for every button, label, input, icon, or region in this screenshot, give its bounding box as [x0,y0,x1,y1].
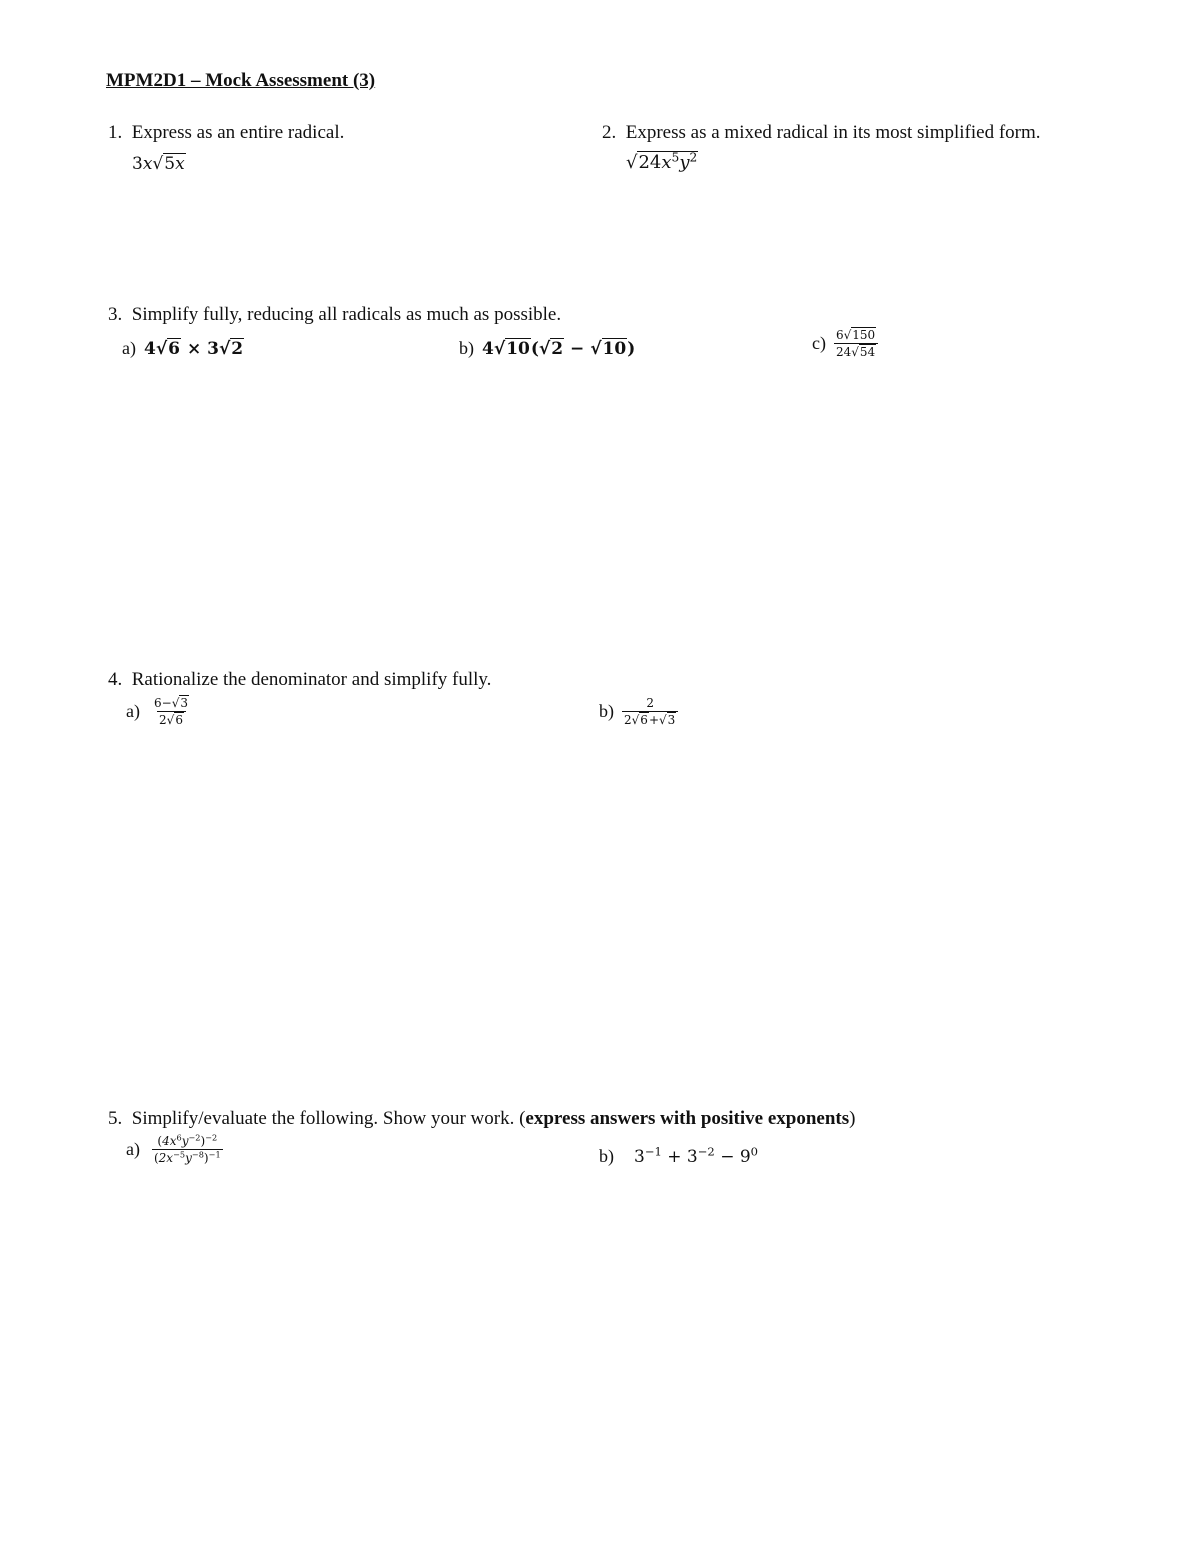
q5a [126,1134,223,1165]
q5a-label: a) [126,1139,140,1159]
q3b [459,338,635,359]
q1-prompt-text: Express as an entire radical. [131,122,345,143]
q2-prompt-text: Express as a mixed radical in its most simplified form. [625,122,1041,143]
q1-radicand-var: x [175,154,185,174]
q4b-numerator: 2 [646,696,654,710]
q4b-label: b) [599,701,614,721]
q3a-label: a) [122,338,136,358]
q3b-radical3: √10 [590,339,627,359]
q4-number: 4. [108,669,123,690]
q2-var-x: x [661,152,672,173]
q3a-radical1: √6 [155,339,181,359]
q2-radical: $√24x^5y^2$ [626,150,698,173]
q3b-label: b) [459,338,474,358]
q2-exp-x: 5 [671,150,680,165]
q3a-coef1: 4 [143,339,156,359]
q2-prompt [602,122,1041,144]
q3c-numerator: 6√150 [835,328,876,342]
q3b-expression [482,339,635,359]
q5a-fraction [152,1134,223,1165]
q3c [812,328,878,359]
q4b-denominator: 2√6+√3 [622,711,678,727]
q4a-fraction [152,696,191,727]
q4-prompt [108,669,491,691]
q3-number: 3. [108,304,123,325]
q3b-coef: 4 [482,339,494,359]
q3b-close-paren: ) [627,339,636,359]
q3a-times: × [186,339,202,359]
q3c-label: c) [812,333,826,353]
q4b [599,696,678,727]
q5-prompt-end: ) [849,1108,856,1129]
q3-prompt [108,304,561,326]
q5-number: 5. [108,1108,123,1129]
q4a-numerator: 6−√3 [153,696,188,710]
q1-expression [132,154,186,174]
q2-radicand-coef: 24 [638,152,662,173]
q2-exp-y: 2 [689,150,698,165]
q3a-expression [144,339,244,359]
q3c-fraction [834,328,878,359]
q5-prompt [108,1108,855,1130]
q3-prompt-text: Simplify fully, reducing all radicals as much as possible. [131,304,562,325]
q5b-label: b) [599,1146,614,1166]
q5b-expression: $3^{-1} + 3^{-2} - 9^0$ [634,1144,759,1167]
q1-radicand-num: 5 [164,154,176,174]
q3c-denominator: 24√54 [834,343,878,359]
q1-var: x [142,154,153,174]
q5-prompt-text: Simplify/evaluate the following. Show your work. ( [131,1108,526,1129]
page-title: MPM2D1 – Mock Assessment (3) [106,70,376,91]
q3b-radical1: √10 [493,339,530,359]
q2-var-y: y [679,152,690,173]
q5a-denominator: $(2x^{-5}y^{-8})^{-1}$ [153,1149,221,1165]
q1-number: 1. [108,122,123,143]
q3b-open-paren: ( [530,339,539,359]
q4a-label: a) [126,701,140,721]
q5-prompt-bold: express answers with positive exponents [525,1108,850,1129]
q3b-radical2: √2 [538,339,564,359]
q5b [599,1146,758,1167]
q3a-radical2: √2 [218,339,244,359]
q3b-minus: − [570,339,585,359]
q1-coef: 3 [132,154,143,174]
q5a-numerator: $(4x^6y^{-2})^{-2}$ [157,1132,218,1148]
q1-prompt [108,122,344,144]
q1-radical: √5x [152,154,185,174]
q3a-coef2: 3 [207,339,219,359]
q4-prompt-text: Rationalize the denominator and simplify fully. [131,669,492,690]
q4a [126,696,191,727]
q2-number: 2. [602,122,617,143]
q4a-denominator: 2√6 [157,711,186,727]
q3a [122,338,244,359]
q4b-fraction [622,696,678,727]
q2-expression [626,152,698,173]
